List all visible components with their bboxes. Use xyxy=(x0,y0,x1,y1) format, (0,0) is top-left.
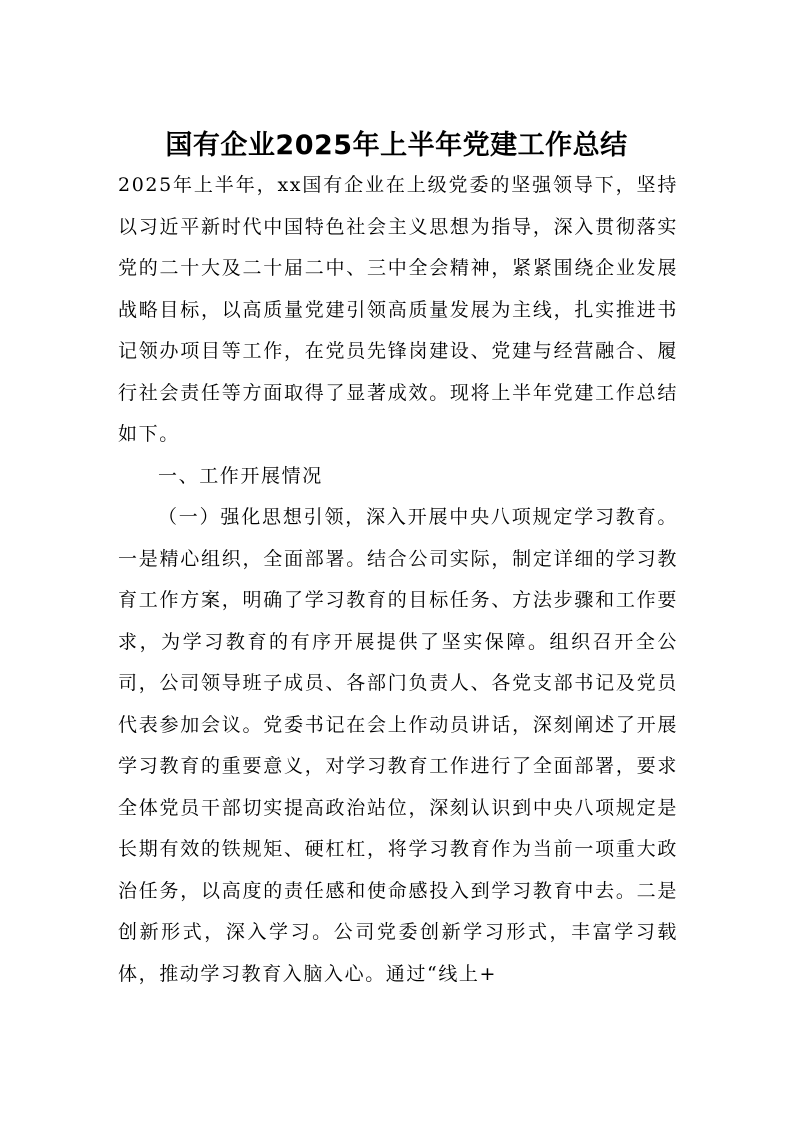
document-title: 国有企业2025年上半年党建工作总结 xyxy=(165,130,628,161)
document-body xyxy=(118,165,678,995)
section-paragraph: （一）强化思想引领，深入开展中央八项规定学习教育。一是精心组织，全面部署。结合公司实际，制定详细的学习教育工作方案，明确了学习教育的目标任务、方法步骤和工作要求，为学习教育的有序开展提供了坚实保障。组织召开全公司，公司领导班子成员、各部门负责人、各党支部书记及党员代表参加会议。党委书记在会上作动员讲话，深刻阐述了开展学习教育的重要意义，对学习教育工作进行了全面部署，要求全体党员干部切实提高政治站位，深刻认识到中央八项规定是长期有效的铁规矩、硬杠杠，将学习教育作为当前一项重大政治任务，以高度的责任感和使命感投入到学习教育中去。二是创新形式，深入学习。公司党委创新学习形式，丰富学习载体，推动学习教育入脑入心。通过“线上+ xyxy=(118,506,678,985)
intro-paragraph: 2025年上半年，xx国有企业在上级党委的坚强领导下，坚持以习近平新时代中国特色社会主义思想为指导，深入贯彻落实党的二十大及二十届二中、三中全会精神，紧紧围绕企业发展战略目标，以高质量党建引领高质量发展为主线，扎实推进书记领办项目等工作，在党员先锋岗建设、党建与经营融合、履行社会责任等方面取得了显著成效。现将上半年党建工作总结如下。 xyxy=(118,174,678,445)
section-heading: 一、工作开展情况 xyxy=(158,464,323,487)
